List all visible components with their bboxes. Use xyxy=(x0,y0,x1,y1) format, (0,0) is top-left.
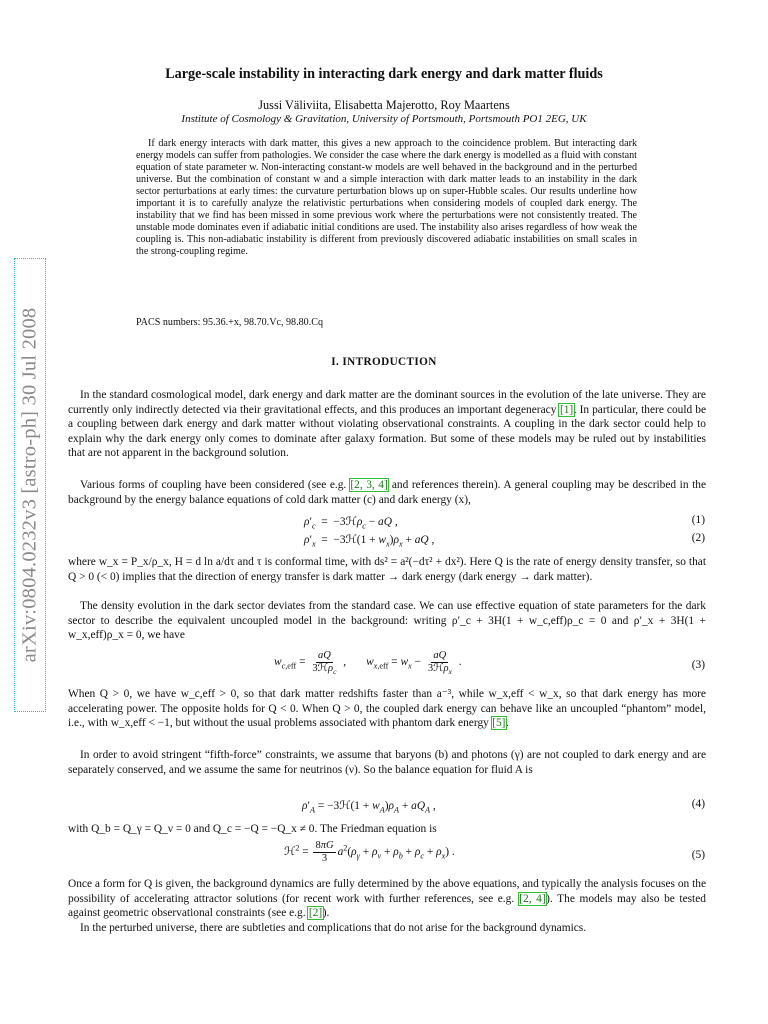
equation-number: (5) xyxy=(691,849,705,861)
abstract: If dark energy interacts with dark matter, this gives a new approach to the coincidence problem. But interacting dark energy models can suffer from pathologies. We consider the case where the dark energy is modelled as a fluid with constant equation of state parameter w. Non-interacting constant-w models are well behaved in the background and in the perturbed universe. But the combination of constant w and a simple interaction with dark matter leads to an instability in the dark sector perturbations at early times: the curvature perturbation blows up on super-Hubble scales. Our results underline how important it is to carefully analyze the relativistic perturbations when considering models of coupled dark energy. The instability that we find has been missed in some previous work where the perturbations were not consistently treated. The unstable mode dominates even if adiabatic initial conditions are used. The instability also arises regardless of how weak the coupling is. This non-adiabatic instability is different from previously discovered adiabatic instabilities on small scales in the strong-coupling regime. xyxy=(136,138,637,258)
equation-5: ℋ$^2$ = $\frac{8\pi G}{3}$ $a^2(\rho_\gamma + \rho_\nu + \rho_b + \rho_c + \rho_x)$ . (5) xyxy=(284,840,705,864)
paragraph-perturbed-universe: In the perturbed universe, there are subtleties and complications that do not arise for the background dynamics. xyxy=(80,922,587,934)
paragraph-coupling-effects: When Q > 0, we have w_c,eff > 0, so that dark matter redshifts faster than a⁻³, while w_x,eff < w_x, so that dark energy has more accelerating power. The opposite holds for Q < 0. When Q > 0, the coupled dark energy can behave like an uncoupled “phantom” model, i.e., with w_x,eff < −1, but without the usual problems associated with phantom dark energy [5]. xyxy=(68,688,706,730)
equation-4: $\rho'_A$ = −3ℋ(1 + $w_A)\rho_A + aQ_A$ , (4) xyxy=(302,798,705,815)
equation-number: (2) xyxy=(691,532,705,544)
arxiv-identifier-stamp xyxy=(14,258,46,712)
paragraph-fifth-force: In order to avoid stringent “fifth-force” constraints, we assume that baryons (b) and photons (γ) are not coupled to dark energy and are separately conserved, and we assume the same for neutrinos (ν). So the balance equation for fluid A is xyxy=(68,749,706,776)
paragraph-friedman-intro: with Q_b = Q_γ = Q_ν = 0 and Q_c = −Q = −Q_x ≠ 0. The Friedman equation is xyxy=(68,823,437,835)
equation-number: (1) xyxy=(691,514,705,526)
paragraph-intro-2: Various forms of coupling have been considered (see e.g. [2, 3, 4] and references therein). A general coupling may be described in the background by the energy balance equations of cold dark matter (c) and dark energy (x), xyxy=(68,479,707,506)
equation-number: (3) xyxy=(691,659,705,671)
equation-2: $\rho'_x$ = −3ℋ(1 + $w_x)\rho_x$ + aQ , (2) xyxy=(304,532,705,549)
section-heading-introduction: I. INTRODUCTION xyxy=(331,356,437,368)
citation-link[interactable]: [5] xyxy=(492,717,506,730)
equation-number: (4) xyxy=(691,798,705,810)
paper-title: Large-scale instability in interacting dark energy and dark matter fluids xyxy=(165,66,603,82)
author-list: Jussi Väliviita, Elisabetta Majerotto, Roy Maartens xyxy=(258,98,510,112)
citation-link[interactable]: [2] xyxy=(308,907,323,920)
equation-1: $\rho'_c$ = −3ℋρ$_c$ − aQ , (1) xyxy=(304,514,705,531)
paragraph-background-dynamics: Once a form for Q is given, the background dynamics are fully determined by the above equations, and typically the analysis focuses on the possibility of accelerating attractor solutions (for recent work with further references, see e.g. [2, 4]). The models may also be tested against geometric observational constraints (see e.g. [2]). xyxy=(68,878,706,920)
pacs-numbers: PACS numbers: 95.36.+x, 98.70.Vc, 98.80.Cq xyxy=(136,317,324,328)
citation-link[interactable]: [2, 3, 4] xyxy=(350,479,388,491)
paragraph-intro-1: In the standard cosmological model, dark energy and dark matter are the dominant sources in the evolution of the late universe. They are currently only indirectly detected via their gravitational effects, and this produces an important degeneracy [1]. In particular, there could be a coupling between dark energy and dark matter without violating observational constraints. A coupling in the dark sector could help to explain why the dark energy only comes to dominate after galaxy formation. But some of these models may be ruled out by instabilities that are not apparent in the background solution. xyxy=(68,389,706,460)
arxiv-identifier-text: arXiv:0804.0232v3 [astro-ph] 30 Jul 2008 xyxy=(18,307,41,663)
paragraph-definitions: where w_x = P_x/ρ_x, H = d ln a/dτ and τ is conformal time, with ds² = a²(−dτ² + dx²). Here Q is the rate of energy density transfer, so that Q > 0 (< 0) implies that the direction of energy transfer is dark matter → dark energy (dark energy → dark matter). xyxy=(68,556,706,583)
author-affiliation: Institute of Cosmology & Gravitation, University of Portsmouth, Portsmouth PO1 2EG, UK xyxy=(181,113,587,125)
citation-link[interactable]: [2, 4] xyxy=(519,892,546,905)
equation-3: $w_{c,eff}$ = $\frac{aQ}{3ℋ\rho_c}$ , $w_{x,eff} = w_x$ − $\frac{aQ}{3ℋ\rho_x}$ . (3) xyxy=(274,650,705,677)
citation-link[interactable]: [1] xyxy=(559,403,574,416)
paragraph-effective-eos: The density evolution in the dark sector deviates from the standard case. We can use effective equation of state parameters for the dark sector to describe the equivalent uncoupled model in the background: writing ρ′_c + 3H(1 + w_c,eff)ρ_c = 0 and ρ′_x + 3H(1 + w_x,eff)ρ_x = 0, we have xyxy=(68,600,706,642)
